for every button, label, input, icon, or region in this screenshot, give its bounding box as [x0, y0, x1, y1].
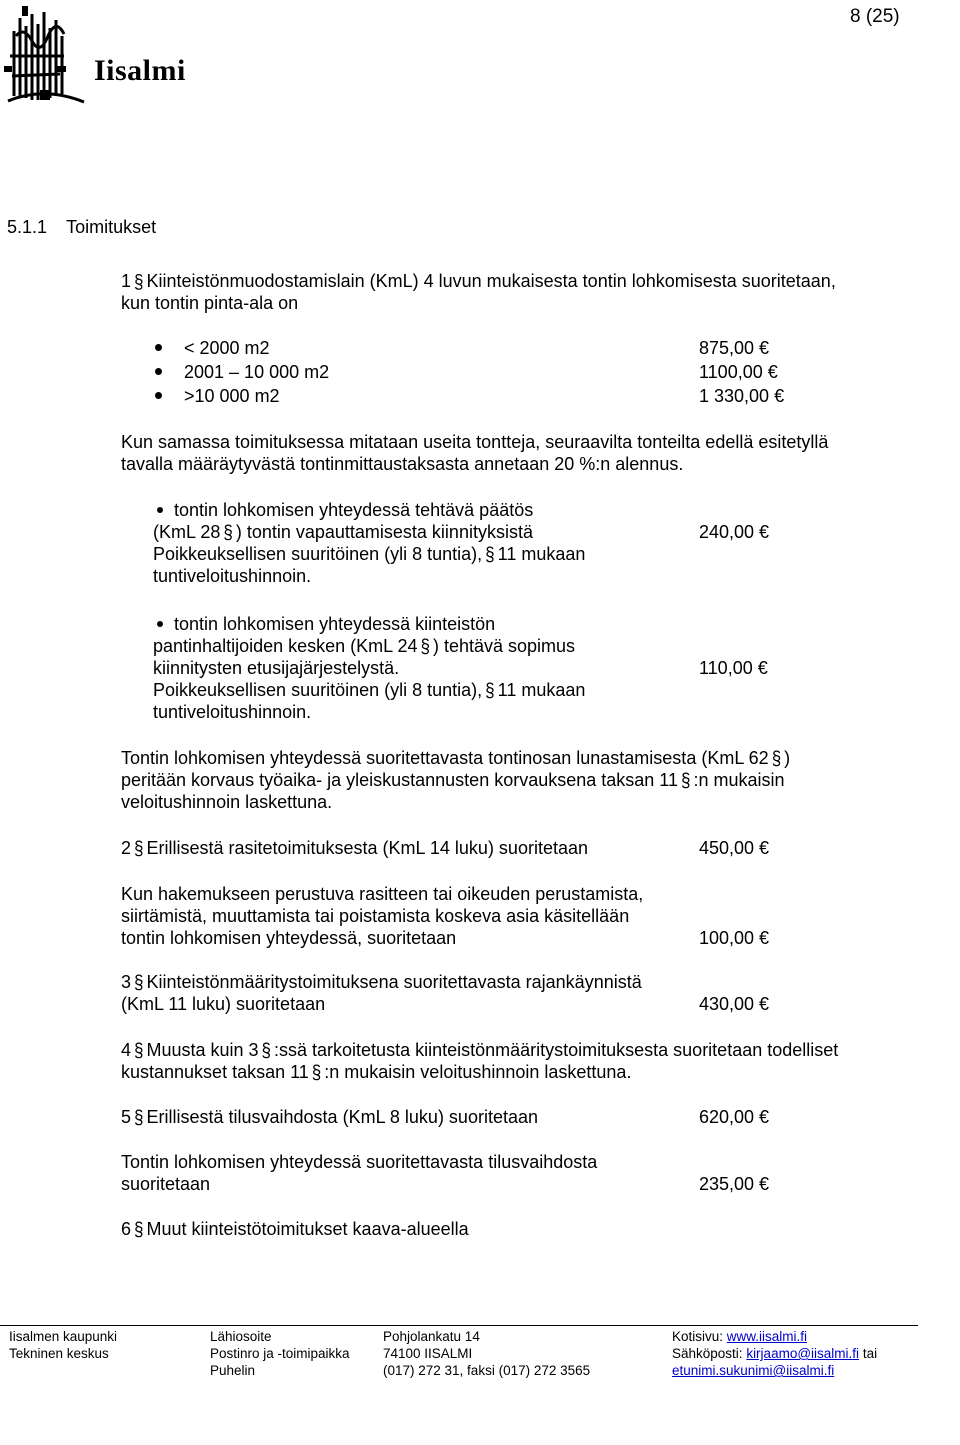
bullet-icon: [157, 507, 163, 513]
item4-line2: kustannukset taksan 11 § :n mukaisin veloitushinnoin laskettuna.: [121, 1061, 631, 1084]
subitem-b-line2: pantinhaltijoiden kesken (KmL 24 § ) tehtävä sopimus: [153, 635, 575, 658]
subitem-a-line4: tuntiveloitushinnoin.: [153, 566, 312, 586]
price-subitem-b: 110,00 €: [699, 658, 768, 678]
price-subitem-a: 240,00 €: [699, 522, 770, 542]
page-number: 8 (25): [850, 6, 900, 27]
subitem-a-line3: Poikkeuksellisen suuritöinen (yli 8 tuntia), § 11 mukaan: [153, 543, 585, 566]
bullet-icon: [157, 621, 163, 627]
price-area-1: 875,00 €: [699, 338, 770, 358]
section-sign-icon: §: [771, 747, 782, 770]
discount-note-line1: Kun samassa toimituksessa mitataan useita tontteja, seuraavilta tonteilta edellä esitetyllä: [121, 432, 829, 452]
price-item5: 620,00 €: [699, 1107, 770, 1127]
section-sign-icon: §: [223, 521, 233, 544]
subitem-b-line5: tuntiveloitushinnoin.: [153, 702, 312, 722]
section-sign-icon: §: [311, 1061, 322, 1084]
email-person-link[interactable]: etunimi.sukunimi@iisalmi.fi: [672, 1363, 835, 1378]
rasite-line2: siirtämistä, muuttamista tai poistamista koskeva asia käsitellään: [121, 906, 630, 926]
section-sign-icon: §: [134, 837, 144, 860]
rasite-line3: tontin lohkomisen yhteydessä, suoritetaan: [121, 928, 457, 948]
footer-col-address: Pohjolankatu 14 74100 IISALMI (017) 272 31, faksi (017) 272 3565: [383, 1329, 591, 1378]
item3-line2: (KmL 11 luku) suoritetaan: [121, 994, 326, 1014]
subitem-b-line3: kiinnitysten etusijajärjestelystä.: [153, 658, 400, 678]
area-bullet-3: >10 000 m2: [184, 386, 280, 406]
footer-col-contact: Kotisivu: www.iisalmi.fi Sähköposti: kirjaamo@iisalmi.fi tai etunimi.sukunimi@iisalmi.fi: [672, 1329, 878, 1378]
price-area-2: 1100,00 €: [699, 362, 778, 382]
lunastus-line2: peritään korvaus työaika- ja yleiskustannusten korvauksena taksan 11 § :n mukaisin: [121, 769, 785, 792]
price-item3: 430,00 €: [699, 994, 770, 1014]
section-heading: [7, 216, 156, 238]
section-sign-icon: §: [134, 1218, 144, 1241]
subitem-b-line4: Poikkeuksellisen suuritöinen (yli 8 tuntia), § 11 mukaan: [153, 679, 585, 702]
section-sign-icon: §: [261, 1039, 272, 1062]
item2-line: 2 § Erillisestä rasitetoimituksesta (KmL 14 luku) suoritetaan: [121, 837, 588, 860]
section-sign-icon: §: [680, 769, 691, 792]
rasite-line1: Kun hakemukseen perustuva rasitteen tai oikeuden perustamista,: [121, 884, 644, 904]
item1-line1: 1 § Kiinteistönmuodostamislain (KmL) 4 luvun mukaisesta tontin lohkomisesta suoritetaan,: [121, 270, 836, 293]
section-title: Toimitukset: [66, 217, 157, 237]
tilus-line1: Tontin lohkomisen yhteydessä suoritettavasta tilusvaihdosta: [121, 1152, 598, 1172]
discount-note-line2: tavalla määräytyvästä tontinmittaustaksasta annetaan 20 %:n alennus.: [121, 454, 684, 474]
price-tilus: 235,00 €: [699, 1174, 770, 1194]
section-sign-icon: §: [485, 543, 495, 566]
section-sign-icon: §: [134, 971, 144, 994]
homepage-link[interactable]: www.iisalmi.fi: [726, 1329, 808, 1344]
subitem-a-line1: tontin lohkomisen yhteydessä tehtävä päätös: [174, 500, 534, 520]
section-sign-icon: §: [134, 1106, 144, 1129]
subitem-b-line1: tontin lohkomisen yhteydessä kiinteistön: [174, 614, 496, 634]
section-sign-icon: §: [485, 679, 495, 702]
bullet-icon: [155, 392, 162, 399]
item6-line: 6 § Muut kiinteistötoimitukset kaava-alueella: [121, 1218, 469, 1241]
price-rasite: 100,00 €: [699, 928, 770, 948]
lunastus-line3: veloitushinnoin laskettuna.: [121, 792, 333, 812]
area-bullet-2: 2001 – 10 000 m2: [184, 362, 330, 382]
price-item2: 450,00 €: [699, 838, 770, 858]
section-number: 5.1.1: [7, 217, 48, 237]
section-sign-icon: §: [134, 270, 144, 293]
logo-text: Iisalmi: [94, 54, 186, 87]
bullet-icon: [155, 344, 162, 351]
footer-col-organization: Iisalmen kaupunki Tekninen keskus: [9, 1329, 118, 1361]
tilus-line2: suoritetaan: [121, 1174, 211, 1194]
lunastus-line1: Tontin lohkomisen yhteydessä suoritettavasta tontinosan lunastamisesta (KmL 62 § ): [121, 747, 790, 770]
price-area-3: 1 330,00 €: [699, 386, 785, 406]
footer-col-labels: Lähiosoite Postinro ja -toimipaikka Puhelin: [210, 1329, 350, 1378]
item3-line1: 3 § Kiinteistönmääritystoimituksena suoritettavasta rajankäynnistä: [121, 971, 642, 994]
item5-line: 5 § Erillisestä tilusvaihdosta (KmL 8 luku) suoritetaan: [121, 1106, 538, 1129]
section-sign-icon: §: [420, 635, 430, 658]
section-sign-icon: §: [134, 1039, 144, 1062]
bullet-icon: [155, 368, 162, 375]
footer-divider: [0, 1325, 918, 1326]
area-bullet-1: < 2000 m2: [184, 338, 270, 358]
subitem-a-line2: (KmL 28 § ) tontin vapauttamisesta kiinnityksistä: [153, 521, 533, 544]
city-logo: [4, 6, 190, 106]
item1-line2: kun tontin pinta-ala on: [121, 293, 299, 313]
email-registry-link[interactable]: kirjaamo@iisalmi.fi: [746, 1346, 860, 1361]
item4-line1: 4 § Muusta kuin 3 § :ssä tarkoitetusta kiinteistönmääritystoimituksesta suoritetaan todelliset: [121, 1039, 838, 1062]
